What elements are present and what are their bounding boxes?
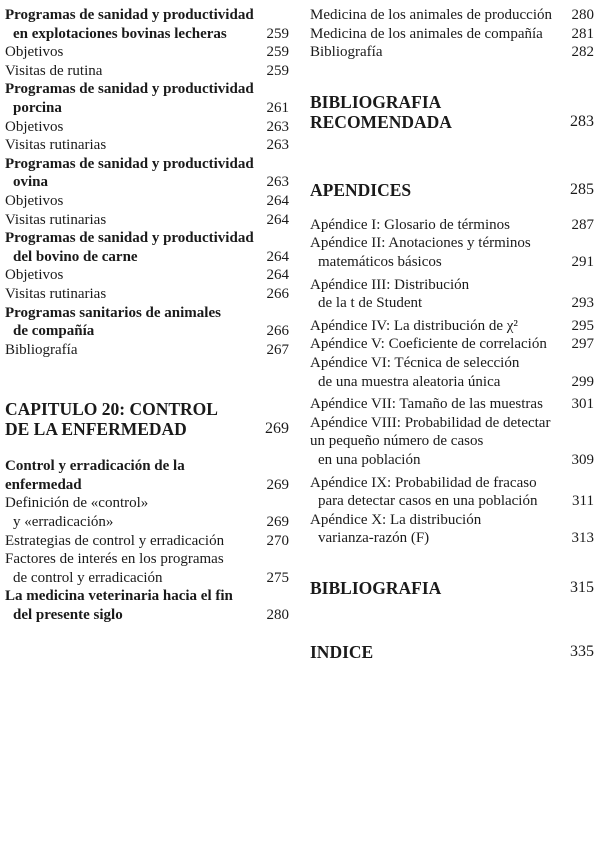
toc-entry bbox=[5, 62, 289, 81]
toc-entry-title bbox=[5, 136, 261, 155]
toc-page-number: 311 bbox=[572, 493, 594, 510]
toc-entry-title bbox=[5, 399, 257, 439]
toc-entry-line: Apéndice VI: Técnica de selección bbox=[310, 354, 520, 371]
toc-entry bbox=[310, 216, 594, 235]
toc-section-heading bbox=[310, 92, 594, 132]
toc-entry bbox=[5, 266, 289, 285]
toc-entry-title bbox=[5, 80, 261, 117]
toc-entry-title bbox=[310, 6, 566, 25]
toc-entry-line: CAPITULO 20: CONTROL bbox=[5, 399, 218, 420]
toc-entry-line: de la t de Student bbox=[318, 295, 423, 312]
toc-entry-title bbox=[5, 304, 261, 341]
toc-page-number: 263 bbox=[266, 118, 289, 135]
toc-entry-line: en una población bbox=[318, 451, 421, 468]
toc-page-number: 335 bbox=[570, 642, 594, 660]
toc-entry-line: y «erradicación» bbox=[13, 514, 114, 531]
toc-page-number: 301 bbox=[571, 396, 594, 413]
toc-entry-line: Objetivos bbox=[5, 267, 64, 284]
toc-entry-line: Definición de «control» bbox=[5, 495, 149, 512]
toc-entry-title bbox=[5, 532, 261, 551]
toc-entry bbox=[5, 136, 289, 155]
toc-entry-line: Estrategias de control y erradicación bbox=[5, 532, 225, 549]
toc-entry-line: Objetivos bbox=[5, 44, 64, 61]
toc-entry-line: en explotaciones bovinas lecheras bbox=[13, 25, 227, 42]
toc-entry bbox=[5, 457, 289, 494]
toc-entry-title bbox=[310, 474, 566, 511]
toc-entry-line: Visitas rutinarias bbox=[5, 137, 107, 154]
toc-entry bbox=[310, 317, 594, 336]
toc-entry-title bbox=[310, 642, 562, 662]
toc-page-number: 309 bbox=[571, 451, 594, 468]
toc-section-heading bbox=[310, 578, 594, 598]
toc-section-heading bbox=[5, 399, 289, 439]
toc-entry bbox=[5, 494, 289, 531]
toc-entry bbox=[5, 550, 289, 587]
toc-entry-title bbox=[310, 25, 566, 44]
toc-entry bbox=[5, 192, 289, 211]
toc-entry-title bbox=[310, 276, 566, 313]
toc-entry-title bbox=[310, 335, 566, 354]
toc-entry bbox=[5, 43, 289, 62]
toc-entry-line: INDICE bbox=[310, 641, 374, 662]
toc-entry bbox=[310, 25, 594, 44]
toc-entry-title bbox=[5, 192, 261, 211]
toc-page-number: 264 bbox=[266, 211, 289, 228]
toc-page-number: 295 bbox=[571, 317, 594, 334]
toc-entry-line: Visitas rutinarias bbox=[5, 211, 107, 228]
toc-page-number: 266 bbox=[266, 285, 289, 302]
toc-entry-line: Objetivos bbox=[5, 192, 64, 209]
toc-entry-title bbox=[310, 92, 562, 132]
toc-entry-line: un pequeño número de casos bbox=[310, 433, 484, 450]
toc-page-number: 280 bbox=[571, 7, 594, 23]
toc-entry bbox=[5, 80, 289, 117]
toc-entry-line: matemáticos básicos bbox=[318, 253, 442, 270]
toc-entry bbox=[310, 276, 594, 313]
toc-entry bbox=[5, 285, 289, 304]
toc-entry-line: DE LA ENFERMEDAD bbox=[5, 419, 187, 440]
toc-entry-line: de compañía bbox=[13, 323, 95, 340]
toc-page-number: 299 bbox=[571, 373, 594, 390]
toc-entry-line: Objetivos bbox=[5, 118, 64, 135]
toc-left-column bbox=[5, 6, 289, 625]
toc-entry-title bbox=[310, 354, 566, 391]
toc-entry bbox=[310, 354, 594, 391]
toc-entry-line: Medicina de los animales de producción bbox=[310, 7, 553, 23]
toc-entry-title bbox=[5, 341, 261, 360]
toc-page-number: 269 bbox=[266, 476, 289, 493]
toc-right-column bbox=[310, 6, 594, 662]
toc-entry-line: del presente siglo bbox=[13, 607, 123, 624]
toc-entry bbox=[5, 587, 289, 624]
toc-entry-title bbox=[310, 180, 562, 200]
toc-entry-title bbox=[310, 43, 566, 62]
toc-entry-title bbox=[310, 395, 566, 414]
toc-entry-title bbox=[5, 285, 261, 304]
toc-page-number: 264 bbox=[266, 248, 289, 265]
toc-entry-line: Programas de sanidad y productividad bbox=[5, 230, 254, 247]
toc-page-number: 259 bbox=[266, 44, 289, 61]
toc-entry-title bbox=[5, 118, 261, 137]
toc-entry-line: Control y erradicación de la enfermedad bbox=[5, 458, 185, 493]
toc-page-number: 261 bbox=[266, 99, 289, 116]
toc-entry-line: Apéndice IV: La distribución de χ² bbox=[310, 317, 518, 334]
toc-entry-line: La medicina veterinaria hacia el fin bbox=[5, 588, 233, 605]
toc-entry-line: APENDICES bbox=[310, 179, 412, 200]
toc-page-number: 269 bbox=[266, 514, 289, 531]
toc-entry-line: Apéndice VIII: Probabilidad de detectar bbox=[310, 414, 551, 431]
toc-entry-line: Apéndice V: Coeficiente de correlación bbox=[310, 336, 547, 353]
toc-entry bbox=[310, 511, 594, 548]
toc-entry bbox=[5, 229, 289, 266]
toc-page-number: 283 bbox=[570, 112, 594, 130]
toc-page-number: 259 bbox=[266, 25, 289, 42]
toc-entry-title bbox=[5, 550, 261, 587]
toc-entry bbox=[310, 43, 594, 62]
toc-entry-line: Programas de sanidad y productividad bbox=[5, 155, 254, 172]
toc-section-heading bbox=[310, 642, 594, 662]
toc-entry-title bbox=[5, 62, 261, 81]
toc-entry-line: Apéndice I: Glosario de términos bbox=[310, 216, 510, 233]
toc-entry-line: Programas de sanidad y productividad bbox=[5, 7, 254, 23]
toc-entry-line: Programas sanitarios de animales bbox=[5, 304, 221, 321]
toc-entry-title bbox=[5, 457, 261, 494]
toc-entry bbox=[310, 6, 594, 25]
toc-page-number: 282 bbox=[571, 44, 594, 61]
toc-entry-title bbox=[310, 578, 562, 598]
toc-entry-line: Medicina de los animales de compañía bbox=[310, 25, 543, 42]
toc-entry-title bbox=[5, 266, 261, 285]
toc-page-number: 259 bbox=[266, 62, 289, 79]
toc-page-number: 281 bbox=[571, 25, 594, 42]
toc-entry bbox=[310, 395, 594, 414]
toc-entry-line: de control y erradicación bbox=[13, 569, 163, 586]
toc-entry-line: ovina bbox=[13, 174, 49, 191]
toc-entry-line: Bibliografía bbox=[5, 341, 78, 358]
toc-entry-line: Apéndice III: Distribución bbox=[310, 276, 470, 293]
toc-entry-title bbox=[310, 216, 566, 235]
toc-page-number: 285 bbox=[570, 180, 594, 198]
toc-entry-title bbox=[5, 494, 261, 531]
toc-entry bbox=[5, 118, 289, 137]
toc-entry-title bbox=[5, 229, 261, 266]
toc-entry bbox=[310, 234, 594, 271]
toc-entry-line: Apéndice II: Anotaciones y términos bbox=[310, 235, 531, 252]
toc-page-number: 313 bbox=[571, 530, 594, 547]
toc-entry-title bbox=[5, 587, 261, 624]
toc-entry bbox=[5, 532, 289, 551]
toc-page-number: 270 bbox=[266, 532, 289, 549]
toc-entry-line: del bovino de carne bbox=[13, 248, 138, 265]
toc-page-number: 297 bbox=[571, 336, 594, 353]
toc-page-number: 267 bbox=[266, 341, 289, 358]
toc-entry-line: BIBLIOGRAFIA bbox=[310, 577, 442, 598]
toc-page-number: 264 bbox=[266, 267, 289, 284]
toc-entry bbox=[310, 414, 594, 470]
toc-entry-line: Factores de interés en los programas bbox=[5, 551, 224, 568]
toc-page-number: 315 bbox=[570, 578, 594, 596]
toc-entry-title bbox=[310, 317, 566, 336]
toc-entry-title bbox=[5, 211, 261, 230]
toc-page-number: 280 bbox=[266, 607, 289, 624]
toc-entry-title bbox=[5, 43, 261, 62]
toc-entry-line: Bibliografía bbox=[310, 44, 383, 61]
toc-page-number: 266 bbox=[266, 323, 289, 340]
toc-entry bbox=[5, 6, 289, 43]
toc-page-number: 263 bbox=[266, 174, 289, 191]
toc-entry-title bbox=[5, 6, 261, 43]
toc-entry-line: porcina bbox=[13, 99, 62, 116]
toc-entry-line: Programas de sanidad y productividad bbox=[5, 81, 254, 98]
toc-page-number: 291 bbox=[571, 253, 594, 270]
toc-entry-line: varianza-razón (F) bbox=[318, 530, 430, 547]
toc-entry bbox=[5, 304, 289, 341]
toc-page-number: 275 bbox=[266, 569, 289, 586]
toc-page-number: 264 bbox=[266, 192, 289, 209]
toc-page-number: 269 bbox=[265, 420, 289, 438]
toc-page-number: 293 bbox=[571, 295, 594, 312]
toc-entry-line: Apéndice VII: Tamaño de las muestras bbox=[310, 396, 543, 413]
toc-page-number: 287 bbox=[571, 216, 594, 233]
toc-entry-title bbox=[310, 511, 566, 548]
toc-entry bbox=[310, 474, 594, 511]
toc-entry bbox=[310, 335, 594, 354]
toc-entry bbox=[5, 341, 289, 360]
toc-page-number: 263 bbox=[266, 137, 289, 154]
toc-section-heading bbox=[310, 180, 594, 200]
toc-entry-line: Apéndice IX: Probabilidad de fracaso bbox=[310, 474, 537, 491]
toc-entry-line: Visitas de rutina bbox=[5, 62, 103, 79]
toc-entry-line: Visitas rutinarias bbox=[5, 285, 107, 302]
toc-entry bbox=[5, 155, 289, 192]
toc-entry-title bbox=[310, 414, 566, 470]
toc-entry-title bbox=[5, 155, 261, 192]
toc-entry-line: de una muestra aleatoria única bbox=[318, 373, 501, 390]
toc-entry-line: BIBLIOGRAFIA RECOMENDADA bbox=[310, 91, 452, 132]
toc-entry-title bbox=[310, 234, 566, 271]
toc-entry bbox=[5, 211, 289, 230]
toc-entry-line: Apéndice X: La distribución bbox=[310, 511, 482, 528]
toc-entry-line: para detectar casos en una población bbox=[318, 493, 538, 510]
